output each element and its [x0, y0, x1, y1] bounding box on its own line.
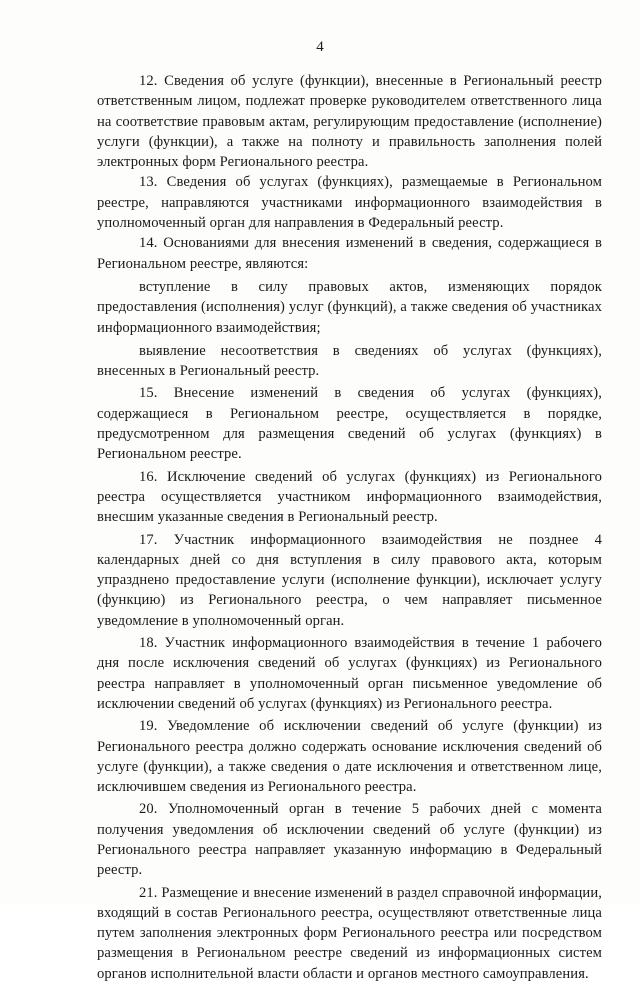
paragraph-14-item-1: вступление в силу правовых актов, изменяющих порядок предоставления (исполнения) услуг (функций), а также сведения об участниках информационного взаимодействия;: [97, 278, 602, 336]
paragraph-19: 19. Уведомление об исключении сведений об услуге (функции) из Регионального реестра должно содержать основание исключения сведений об услуге (функции), а также сведения о дате исключения и ответственном лице, исключившем сведения из Регионального реестра.: [97, 718, 602, 796]
paragraph-15: 15. Внесение изменений в сведения об услугах (функциях), содержащиеся в Региональном реестре, осуществляется в порядке, предусмотренном для размещения сведений об услугах (функциях) в Региональном реестре.: [97, 385, 602, 463]
paragraph-12: 12. Сведения об услуге (функции), внесенные в Региональный реестр ответственным лицом, подлежат проверке руководителем ответственного лица на соответствие правовым актам, регулирующим предоставление (исполнение) услуги (функции), а также на полноту и правильность заполнения полей электронных форм Регионального реестра.: [97, 73, 602, 171]
paragraph-16: 16. Исключение сведений об услугах (функциях) из Регионального реестра осуществляется участником информационного взаимодействия, внесшим указанные сведения в Региональный реестр.: [97, 468, 602, 526]
paragraph-21: 21. Размещение и внесение изменений в раздел справочной информации, входящий в состав Регионального реестра, осуществляют ответственные лица путем заполнения электронных форм Регионального реестра или посредством размещения в Региональном реестре сведений из информационных систем органов исполнительной власти области и органов местного самоуправления.: [97, 884, 602, 982]
document-body: [97, 71, 602, 984]
paragraph-14: 14. Основаниями для внесения изменений в сведения, содержащиеся в Региональном реестре, являются:: [97, 235, 602, 272]
paragraph-18: 18. Участник информационного взаимодействия в течение 1 рабочего дня после исключения сведений об услугах (функциях) из Регионального реестра направляет в уполномоченный орган письменное уведомление об исключении сведений об услугах (функциях) из Регионального реестра.: [97, 635, 602, 712]
page-number: 4: [316, 39, 324, 55]
paragraph-17: 17. Участник информационного взаимодействия не позднее 4 календарных дней со дня вступления в силу правового акта, которым упразднено предоставление услуги (исполнение функции), исключает услугу (функцию) из Регионального реестра, о чем направляет письменное уведомление в уполномоченный орган.: [97, 531, 602, 629]
paragraph-14-item-2: выявление несоответствия в сведениях об услугах (функциях), внесенных в Региональный реестр.: [97, 342, 602, 380]
paragraph-20: 20. Уполномоченный орган в течение 5 рабочих дней с момента получения уведомления об исключении сведений об услуге (функции) из Регионального реестра направляет указанную информацию в Федеральный реестр.: [97, 801, 602, 879]
paragraph-13: 13. Сведения об услугах (функциях), размещаемые в Региональном реестре, направляются участниками информационного взаимодействия в уполномоченный орган для направления в Федеральный реестр.: [97, 174, 602, 232]
